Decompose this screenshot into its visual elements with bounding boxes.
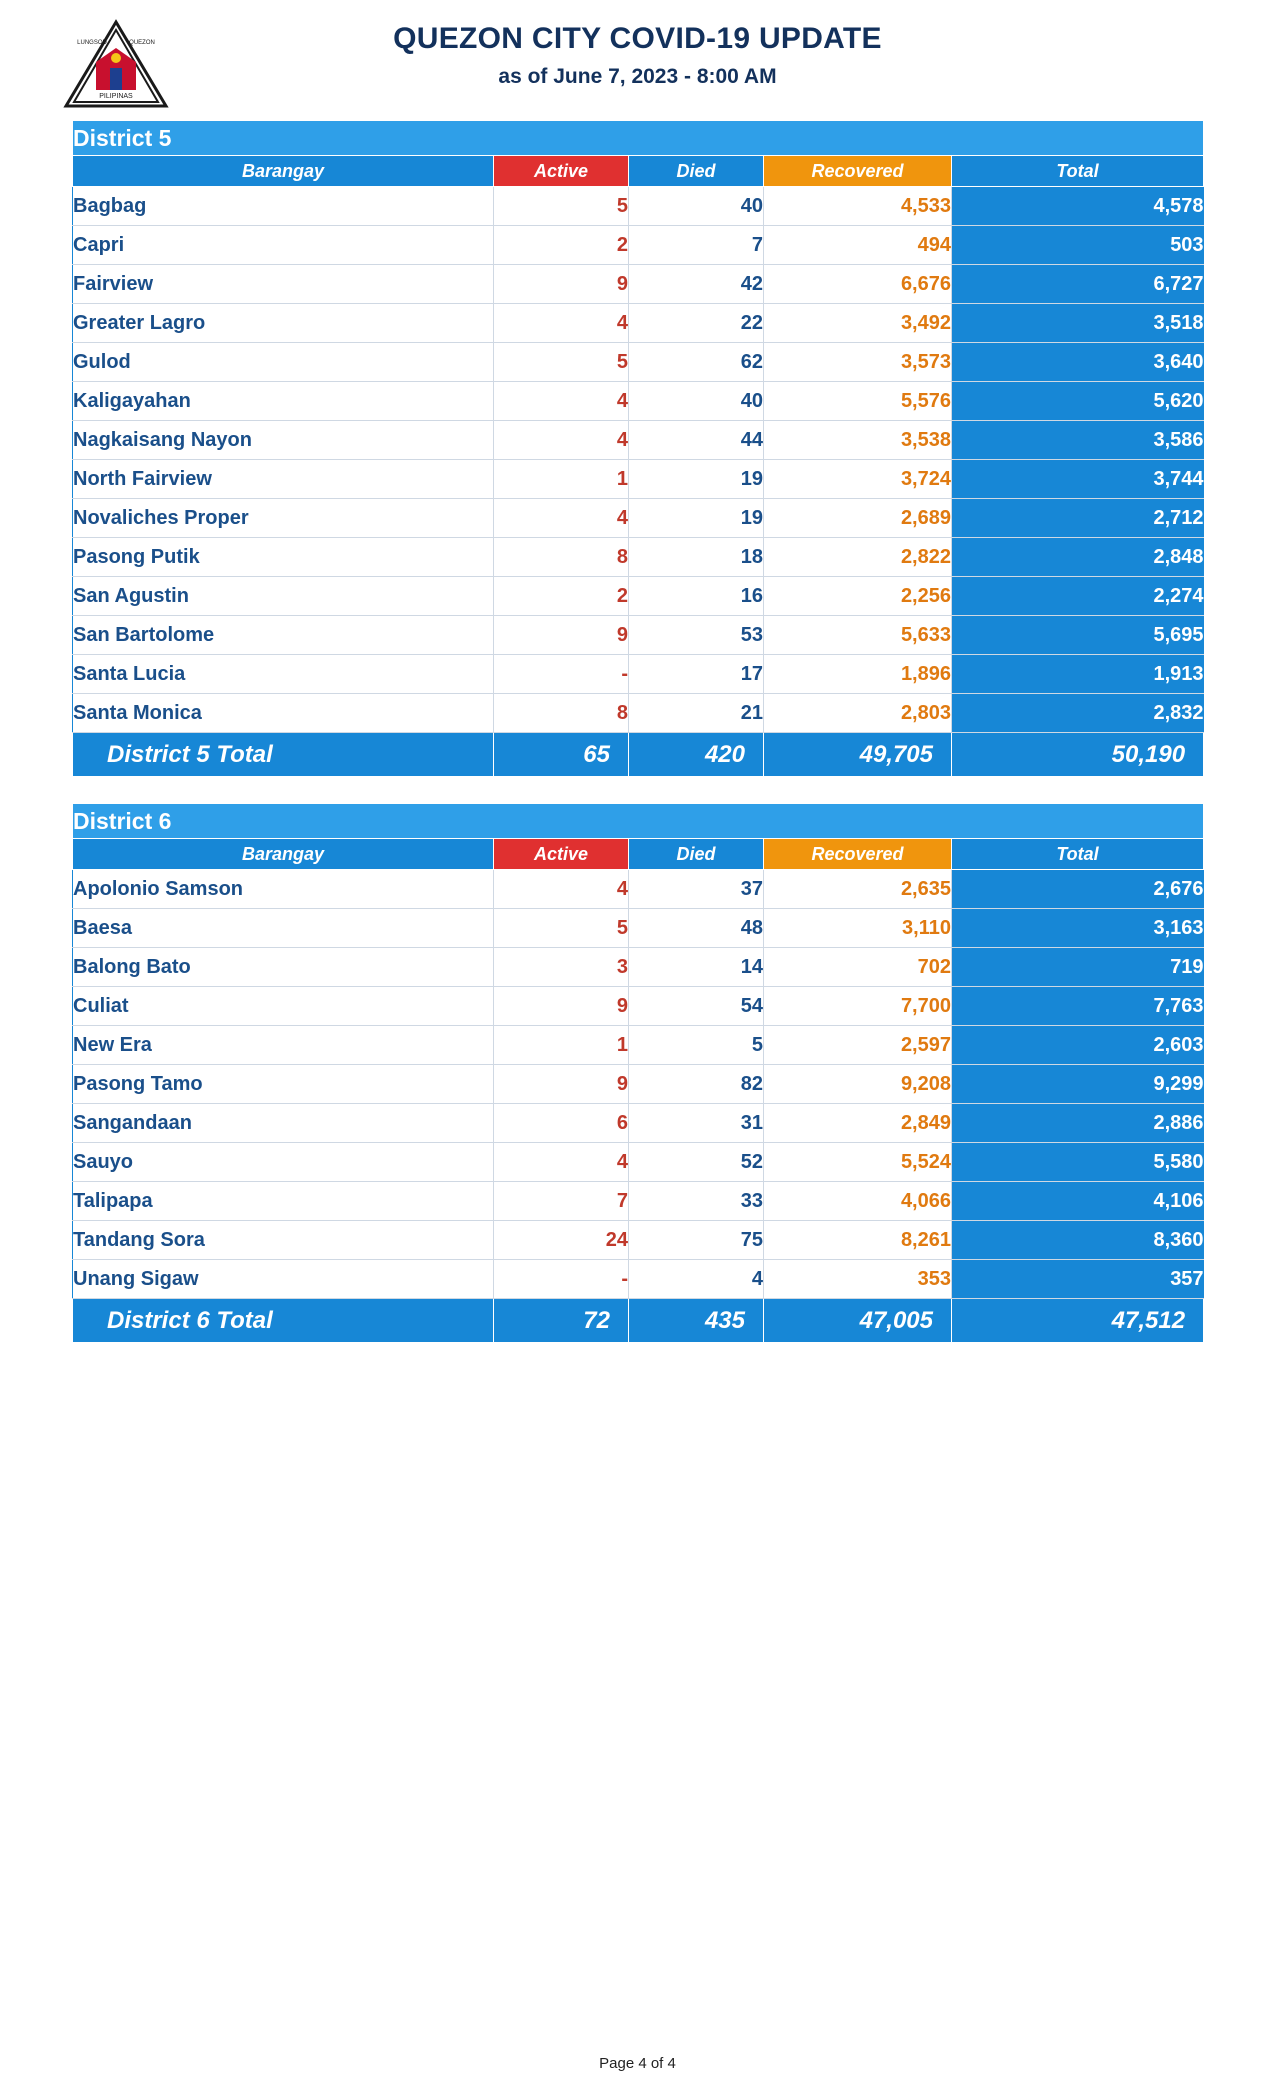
total-value: 3,586: [952, 421, 1204, 460]
active-value: 4: [494, 382, 629, 421]
district-total-died: 435: [629, 1299, 764, 1343]
total-value: 503: [952, 226, 1204, 265]
district-total-recovered: 47,005: [764, 1299, 952, 1343]
district-6-table-wrap: [72, 803, 1203, 1343]
district-total-total: 50,190: [952, 733, 1204, 777]
total-value: 1,913: [952, 655, 1204, 694]
barangay-name: Pasong Putik: [73, 538, 494, 577]
died-value: 21: [629, 694, 764, 733]
recovered-value: 2,597: [764, 1026, 952, 1065]
active-value: 4: [494, 870, 629, 909]
active-value: 4: [494, 304, 629, 343]
recovered-value: 2,256: [764, 577, 952, 616]
district-total-row: [73, 1299, 1204, 1343]
table-spacer: [0, 777, 1275, 803]
total-value: 5,580: [952, 1143, 1204, 1182]
barangay-name: Novaliches Proper: [73, 499, 494, 538]
header-died: Died: [629, 156, 764, 187]
recovered-value: 9,208: [764, 1065, 952, 1104]
active-value: -: [494, 1260, 629, 1299]
district-title-row: [73, 121, 1204, 156]
district-total-active: 65: [494, 733, 629, 777]
total-value: 2,676: [952, 870, 1204, 909]
header-barangay: Barangay: [73, 156, 494, 187]
total-value: 7,763: [952, 987, 1204, 1026]
died-value: 31: [629, 1104, 764, 1143]
barangay-name: San Agustin: [73, 577, 494, 616]
barangay-name: Unang Sigaw: [73, 1260, 494, 1299]
title-block: [0, 22, 1275, 89]
district-5-title: District 5: [73, 121, 1204, 156]
total-value: 2,712: [952, 499, 1204, 538]
district-total-recovered: 49,705: [764, 733, 952, 777]
died-value: 22: [629, 304, 764, 343]
recovered-value: 3,724: [764, 460, 952, 499]
died-value: 5: [629, 1026, 764, 1065]
column-header-row: [73, 839, 1204, 870]
total-value: 4,106: [952, 1182, 1204, 1221]
active-value: 4: [494, 421, 629, 460]
barangay-name: Gulod: [73, 343, 494, 382]
total-value: 3,518: [952, 304, 1204, 343]
recovered-value: 5,576: [764, 382, 952, 421]
barangay-name: Tandang Sora: [73, 1221, 494, 1260]
recovered-value: 8,261: [764, 1221, 952, 1260]
header-active: Active: [494, 156, 629, 187]
active-value: 8: [494, 694, 629, 733]
total-value: 8,360: [952, 1221, 1204, 1260]
barangay-name: Pasong Tamo: [73, 1065, 494, 1104]
barangay-name: Bagbag: [73, 187, 494, 226]
table-row: [73, 226, 1204, 265]
district-total-row: [73, 733, 1204, 777]
district-total-active: 72: [494, 1299, 629, 1343]
died-value: 7: [629, 226, 764, 265]
barangay-name: Sangandaan: [73, 1104, 494, 1143]
active-value: -: [494, 655, 629, 694]
table-row: [73, 1026, 1204, 1065]
barangay-name: Nagkaisang Nayon: [73, 421, 494, 460]
total-value: 2,603: [952, 1026, 1204, 1065]
died-value: 17: [629, 655, 764, 694]
barangay-name: Capri: [73, 226, 494, 265]
table-row: [73, 870, 1204, 909]
recovered-value: 4,533: [764, 187, 952, 226]
died-value: 14: [629, 948, 764, 987]
district-5-table-wrap: [72, 120, 1203, 777]
recovered-value: 5,524: [764, 1143, 952, 1182]
district-6-title: District 6: [73, 804, 1204, 839]
table-row: [73, 265, 1204, 304]
active-value: 5: [494, 187, 629, 226]
died-value: 19: [629, 499, 764, 538]
table-row: [73, 1143, 1204, 1182]
table-row: [73, 1104, 1204, 1143]
table-row: [73, 304, 1204, 343]
recovered-value: 2,849: [764, 1104, 952, 1143]
barangay-name: New Era: [73, 1026, 494, 1065]
svg-text:LUNGSOD: LUNGSOD: [77, 40, 107, 46]
table-row: [73, 948, 1204, 987]
active-value: 9: [494, 265, 629, 304]
died-value: 37: [629, 870, 764, 909]
total-value: 4,578: [952, 187, 1204, 226]
died-value: 18: [629, 538, 764, 577]
active-value: 6: [494, 1104, 629, 1143]
died-value: 48: [629, 909, 764, 948]
table-row: [73, 460, 1204, 499]
total-value: 3,744: [952, 460, 1204, 499]
total-value: 5,695: [952, 616, 1204, 655]
barangay-name: Talipapa: [73, 1182, 494, 1221]
recovered-value: 494: [764, 226, 952, 265]
table-row: [73, 421, 1204, 460]
barangay-name: North Fairview: [73, 460, 494, 499]
page-title: QUEZON CITY COVID-19 UPDATE: [393, 22, 882, 55]
report-header: [0, 0, 1275, 120]
barangay-name: Apolonio Samson: [73, 870, 494, 909]
recovered-value: 3,573: [764, 343, 952, 382]
recovered-value: 353: [764, 1260, 952, 1299]
barangay-name: San Bartolome: [73, 616, 494, 655]
active-value: 9: [494, 987, 629, 1026]
recovered-value: 3,110: [764, 909, 952, 948]
recovered-value: 7,700: [764, 987, 952, 1026]
table-row: [73, 343, 1204, 382]
table-row: [73, 1221, 1204, 1260]
header-died: Died: [629, 839, 764, 870]
district-total-label: District 6 Total: [73, 1299, 494, 1343]
recovered-value: 3,492: [764, 304, 952, 343]
active-value: 1: [494, 460, 629, 499]
barangay-name: Kaligayahan: [73, 382, 494, 421]
header-recovered: Recovered: [764, 839, 952, 870]
recovered-value: 2,822: [764, 538, 952, 577]
header-barangay: Barangay: [73, 839, 494, 870]
total-value: 357: [952, 1260, 1204, 1299]
table-row: [73, 616, 1204, 655]
died-value: 4: [629, 1260, 764, 1299]
died-value: 40: [629, 382, 764, 421]
table-row: [73, 694, 1204, 733]
recovered-value: 1,896: [764, 655, 952, 694]
barangay-name: Fairview: [73, 265, 494, 304]
recovered-value: 702: [764, 948, 952, 987]
column-header-row: [73, 156, 1204, 187]
table-row: [73, 382, 1204, 421]
active-value: 3: [494, 948, 629, 987]
active-value: 9: [494, 1065, 629, 1104]
district-total-died: 420: [629, 733, 764, 777]
active-value: 2: [494, 226, 629, 265]
total-value: 6,727: [952, 265, 1204, 304]
barangay-name: Balong Bato: [73, 948, 494, 987]
header-active: Active: [494, 839, 629, 870]
died-value: 44: [629, 421, 764, 460]
recovered-value: 4,066: [764, 1182, 952, 1221]
active-value: 4: [494, 499, 629, 538]
recovered-value: 2,689: [764, 499, 952, 538]
district-total-total: 47,512: [952, 1299, 1204, 1343]
total-value: 719: [952, 948, 1204, 987]
died-value: 54: [629, 987, 764, 1026]
died-value: 62: [629, 343, 764, 382]
district-title-row: [73, 804, 1204, 839]
table-row: [73, 1260, 1204, 1299]
page-subtitle: as of June 7, 2023 - 8:00 AM: [498, 65, 777, 88]
header-total: Total: [952, 839, 1204, 870]
page-footer: Page 4 of 4: [599, 2055, 676, 2072]
total-value: 2,848: [952, 538, 1204, 577]
died-value: 53: [629, 616, 764, 655]
table-row: [73, 909, 1204, 948]
total-value: 3,163: [952, 909, 1204, 948]
district-6-table: [72, 803, 1204, 1343]
barangay-name: Sauyo: [73, 1143, 494, 1182]
header-recovered: Recovered: [764, 156, 952, 187]
active-value: 7: [494, 1182, 629, 1221]
total-value: 2,886: [952, 1104, 1204, 1143]
table-row: [73, 655, 1204, 694]
table-row: [73, 187, 1204, 226]
died-value: 16: [629, 577, 764, 616]
recovered-value: 6,676: [764, 265, 952, 304]
active-value: 4: [494, 1143, 629, 1182]
active-value: 8: [494, 538, 629, 577]
total-value: 5,620: [952, 382, 1204, 421]
table-row: [73, 1182, 1204, 1221]
recovered-value: 5,633: [764, 616, 952, 655]
died-value: 52: [629, 1143, 764, 1182]
active-value: 2: [494, 577, 629, 616]
table-row: [73, 1065, 1204, 1104]
barangay-name: Santa Monica: [73, 694, 494, 733]
recovered-value: 2,635: [764, 870, 952, 909]
died-value: 33: [629, 1182, 764, 1221]
active-value: 5: [494, 909, 629, 948]
table-row: [73, 987, 1204, 1026]
barangay-name: Santa Lucia: [73, 655, 494, 694]
died-value: 40: [629, 187, 764, 226]
svg-text:QUEZON: QUEZON: [129, 40, 155, 46]
died-value: 82: [629, 1065, 764, 1104]
district-5-table: [72, 120, 1204, 777]
total-value: 3,640: [952, 343, 1204, 382]
total-value: 2,274: [952, 577, 1204, 616]
died-value: 42: [629, 265, 764, 304]
recovered-value: 3,538: [764, 421, 952, 460]
active-value: 9: [494, 616, 629, 655]
table-row: [73, 499, 1204, 538]
active-value: 24: [494, 1221, 629, 1260]
total-value: 2,832: [952, 694, 1204, 733]
died-value: 19: [629, 460, 764, 499]
barangay-name: Greater Lagro: [73, 304, 494, 343]
district-total-label: District 5 Total: [73, 733, 494, 777]
barangay-name: Culiat: [73, 987, 494, 1026]
active-value: 1: [494, 1026, 629, 1065]
barangay-name: Baesa: [73, 909, 494, 948]
recovered-value: 2,803: [764, 694, 952, 733]
svg-text:PILIPINAS: PILIPINAS: [99, 93, 133, 100]
total-value: 9,299: [952, 1065, 1204, 1104]
table-row: [73, 577, 1204, 616]
active-value: 5: [494, 343, 629, 382]
died-value: 75: [629, 1221, 764, 1260]
header-total: Total: [952, 156, 1204, 187]
table-row: [73, 538, 1204, 577]
